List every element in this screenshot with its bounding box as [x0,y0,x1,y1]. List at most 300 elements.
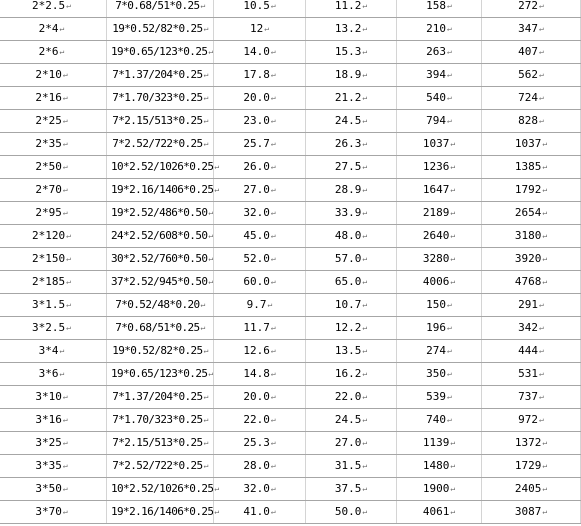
cell-text: 31.5 [334,459,362,472]
table-row [0,340,581,363]
paragraph-mark: ↵ [539,415,544,424]
outer-diameter-max-cell [306,386,397,409]
table-row [0,202,581,225]
paragraph-mark: ↵ [208,369,213,378]
paragraph-mark: ↵ [66,1,71,10]
cell-text: 9.7 [246,298,267,311]
cell-text: 19*0.65/123*0.25 [111,367,208,380]
cell-text: 45.0 [243,229,270,242]
cell-text: 3087 [514,505,542,518]
outer-diameter-max-cell [306,501,397,524]
paragraph-mark: ↵ [542,484,548,493]
paragraph-mark: ↵ [362,461,368,470]
total-weight-cell [482,87,581,110]
conductor-structure-cell [107,133,214,156]
table-row [0,110,581,133]
cell-text: 7*1.70/323*0.25 [112,91,203,104]
outer-diameter-min-cell [214,501,306,524]
weight-cell [397,478,482,501]
cell-text: 3*35 [35,459,62,472]
cell-text: 444 [518,344,539,357]
cell-text: 1037 [514,137,542,150]
paragraph-mark: ↵ [208,47,213,56]
outer-diameter-max-cell [306,202,397,225]
weight-cell [397,0,482,18]
cell-text: 3*50 [35,482,62,495]
cell-text: 3*10 [35,390,62,403]
paragraph-mark: ↵ [542,507,548,516]
paragraph-mark: ↵ [362,185,368,194]
paragraph-mark: ↵ [270,415,276,424]
cell-text: 11.2 [334,0,362,12]
paragraph-mark: ↵ [62,484,68,493]
paragraph-mark: ↵ [450,208,456,217]
total-weight-cell [482,110,581,133]
paragraph-mark: ↵ [539,116,544,125]
table-row [0,294,581,317]
paragraph-mark: ↵ [203,461,208,470]
table-row [0,271,581,294]
cell-text: 7*2.15/513*0.25 [112,436,203,449]
paragraph-mark: ↵ [447,415,452,424]
paragraph-mark: ↵ [539,369,544,378]
outer-diameter-min-cell [214,409,306,432]
table-row [0,409,581,432]
cell-text: 2*2.5 [32,0,66,12]
cell-text: 539 [426,390,447,403]
paragraph-mark: ↵ [447,1,452,10]
weight-cell [397,225,482,248]
conductor-structure-cell [107,179,219,202]
paragraph-mark: ↵ [362,369,368,378]
conductor-structure-cell [107,386,214,409]
outer-diameter-max-cell [306,87,397,110]
paragraph-mark: ↵ [539,346,544,355]
cell-text: 33.9 [334,206,362,219]
outer-diameter-max-cell [306,317,397,340]
cell-text: 1900 [422,482,450,495]
total-weight-cell [482,340,581,363]
cell-text: 19*0.52/82*0.25 [112,344,203,357]
weight-cell [397,41,482,64]
cell-text: 32.0 [243,482,270,495]
cell-text: 20.0 [243,91,270,104]
cell-text: 3*1.5 [32,298,66,311]
paragraph-mark: ↵ [539,93,544,102]
weight-cell [397,294,482,317]
table-row [0,478,581,501]
paragraph-mark: ↵ [270,231,276,240]
conductor-structure-cell [107,501,219,524]
cross-section-cell [0,41,107,64]
cell-text: 26.0 [243,160,270,173]
outer-diameter-max-cell [306,64,397,87]
paragraph-mark: ↵ [542,231,548,240]
table-row [0,18,581,41]
outer-diameter-min-cell [214,225,306,248]
cell-text: 2*185 [32,275,66,288]
outer-diameter-max-cell [306,409,397,432]
cell-text: 60.0 [243,275,270,288]
cell-text: 2640 [422,229,450,242]
cell-text: 2*4 [38,22,59,35]
total-weight-cell [482,64,581,87]
paragraph-mark: ↵ [539,24,544,33]
outer-diameter-max-cell [306,133,397,156]
paragraph-mark: ↵ [362,162,368,171]
cell-text: 19*2.52/486*0.50 [111,206,208,219]
cell-text: 4006 [422,275,450,288]
cell-text: 2189 [422,206,450,219]
paragraph-mark: ↵ [270,461,276,470]
outer-diameter-max-cell [306,225,397,248]
outer-diameter-max-cell [306,432,397,455]
cell-text: 2*150 [32,252,66,265]
cell-text: 19*2.16/1406*0.25 [111,183,214,196]
cross-section-cell [0,18,107,41]
paragraph-mark: ↵ [62,70,68,79]
paragraph-mark: ↵ [539,47,544,56]
table-row [0,179,581,202]
outer-diameter-min-cell [214,133,306,156]
paragraph-mark: ↵ [270,277,276,286]
paragraph-mark: ↵ [539,70,544,79]
outer-diameter-max-cell [306,294,397,317]
paragraph-mark: ↵ [362,346,368,355]
paragraph-mark: ↵ [270,70,276,79]
paragraph-mark: ↵ [59,24,65,33]
paragraph-mark: ↵ [450,484,456,493]
paragraph-mark: ↵ [203,438,208,447]
paragraph-mark: ↵ [362,438,368,447]
weight-cell [397,110,482,133]
paragraph-mark: ↵ [447,392,452,401]
weight-cell [397,271,482,294]
paragraph-mark: ↵ [362,208,368,217]
outer-diameter-min-cell [214,340,306,363]
cell-text: 2*120 [32,229,66,242]
outer-diameter-min-cell [214,64,306,87]
outer-diameter-min-cell [214,432,306,455]
cell-text: 3*4 [38,344,59,357]
conductor-structure-cell [107,363,214,386]
outer-diameter-max-cell [306,0,397,18]
cell-text: 1792 [514,183,542,196]
outer-diameter-min-cell [214,294,306,317]
paragraph-mark: ↵ [447,369,452,378]
cell-text: 2*6 [38,45,59,58]
paragraph-mark: ↵ [362,507,368,516]
outer-diameter-min-cell [214,455,306,478]
cell-text: 196 [426,321,447,334]
paragraph-mark: ↵ [264,24,270,33]
paragraph-mark: ↵ [447,93,452,102]
total-weight-cell [482,294,581,317]
cell-text: 3*25 [35,436,62,449]
paragraph-mark: ↵ [539,392,544,401]
cell-text: 737 [518,390,539,403]
cell-text: 22.0 [243,413,270,426]
weight-cell [397,340,482,363]
cell-text: 50.0 [334,505,362,518]
cell-text: 27.5 [334,160,362,173]
total-weight-cell [482,363,581,386]
paragraph-mark: ↵ [66,231,71,240]
paragraph-mark: ↵ [62,461,68,470]
table-row [0,432,581,455]
paragraph-mark: ↵ [270,116,276,125]
paragraph-mark: ↵ [200,300,205,309]
weight-cell [397,179,482,202]
paragraph-mark: ↵ [270,346,276,355]
cell-text: 3*2.5 [32,321,66,334]
paragraph-mark: ↵ [362,139,368,148]
cell-text: 10.7 [334,298,362,311]
cell-text: 30*2.52/760*0.50 [111,252,208,265]
cell-text: 2*25 [35,114,62,127]
cross-section-cell [0,156,107,179]
paragraph-mark: ↵ [270,254,276,263]
paragraph-mark: ↵ [208,277,213,286]
cross-section-cell [0,248,107,271]
cell-text: 1385 [514,160,542,173]
cell-text: 2*50 [35,160,62,173]
conductor-structure-cell [107,18,214,41]
paragraph-mark: ↵ [203,415,208,424]
conductor-structure-cell [107,225,214,248]
cross-section-cell [0,363,107,386]
paragraph-mark: ↵ [362,70,368,79]
cell-text: 4061 [422,505,450,518]
cross-section-cell [0,271,107,294]
cell-text: 562 [518,68,539,81]
cell-text: 291 [518,298,539,311]
cross-section-cell [0,432,107,455]
paragraph-mark: ↵ [214,162,219,171]
cell-text: 407 [518,45,539,58]
paragraph-mark: ↵ [66,254,71,263]
weight-cell [397,18,482,41]
conductor-structure-cell [107,271,214,294]
paragraph-mark: ↵ [200,1,205,10]
table-row [0,386,581,409]
cross-section-cell [0,110,107,133]
paragraph-mark: ↵ [203,93,208,102]
paragraph-mark: ↵ [270,392,276,401]
weight-cell [397,432,482,455]
table-row [0,64,581,87]
cell-text: 12.2 [334,321,362,334]
total-weight-cell [482,501,581,524]
outer-diameter-max-cell [306,41,397,64]
conductor-structure-cell [107,202,214,225]
paragraph-mark: ↵ [362,231,368,240]
outer-diameter-max-cell [306,110,397,133]
paragraph-mark: ↵ [542,208,548,217]
paragraph-mark: ↵ [59,369,65,378]
cell-text: 14.8 [243,367,270,380]
paragraph-mark: ↵ [203,24,208,33]
weight-cell [397,202,482,225]
cross-section-cell [0,455,107,478]
cell-text: 394 [426,68,447,81]
outer-diameter-max-cell [306,478,397,501]
cell-text: 3*6 [38,367,59,380]
paragraph-mark: ↵ [66,300,71,309]
weight-cell [397,386,482,409]
paragraph-mark: ↵ [542,461,548,470]
paragraph-mark: ↵ [362,484,368,493]
cross-section-cell [0,133,107,156]
paragraph-mark: ↵ [542,185,548,194]
total-weight-cell [482,202,581,225]
outer-diameter-min-cell [214,386,306,409]
cell-text: 7*0.68/51*0.25 [115,321,200,334]
paragraph-mark: ↵ [62,185,68,194]
paragraph-mark: ↵ [270,369,276,378]
paragraph-mark: ↵ [362,1,368,10]
cell-text: 2*10 [35,68,62,81]
paragraph-mark: ↵ [362,300,368,309]
paragraph-mark: ↵ [447,323,452,332]
cell-text: 7*1.37/204*0.25 [112,390,203,403]
cell-text: 24*2.52/608*0.50 [111,229,208,242]
cell-text: 2*95 [35,206,62,219]
paragraph-mark: ↵ [362,323,368,332]
cell-text: 37*2.52/945*0.50 [111,275,208,288]
conductor-structure-cell [107,248,214,271]
paragraph-mark: ↵ [62,415,68,424]
total-weight-cell [482,0,581,18]
total-weight-cell [482,455,581,478]
total-weight-cell [482,386,581,409]
total-weight-cell [482,248,581,271]
conductor-structure-cell [107,340,214,363]
cell-text: 2*16 [35,91,62,104]
paragraph-mark: ↵ [450,461,456,470]
paragraph-mark: ↵ [447,116,452,125]
paragraph-mark: ↵ [542,254,548,263]
table-row [0,317,581,340]
cell-text: 531 [518,367,539,380]
paragraph-mark: ↵ [362,254,368,263]
cell-text: 14.0 [243,45,270,58]
paragraph-mark: ↵ [62,438,68,447]
cell-text: 25.7 [243,137,270,150]
cross-section-cell [0,340,107,363]
outer-diameter-min-cell [214,0,306,18]
weight-cell [397,363,482,386]
cell-text: 28.9 [334,183,362,196]
cell-text: 350 [426,367,447,380]
table-row [0,41,581,64]
paragraph-mark: ↵ [208,254,213,263]
cell-text: 26.3 [334,137,362,150]
paragraph-mark: ↵ [539,323,544,332]
paragraph-mark: ↵ [447,47,452,56]
cell-text: 10*2.52/1026*0.25 [111,482,214,495]
outer-diameter-min-cell [214,87,306,110]
paragraph-mark: ↵ [450,231,456,240]
outer-diameter-max-cell [306,340,397,363]
paragraph-mark: ↵ [267,300,273,309]
cross-section-cell [0,386,107,409]
cell-text: 2*70 [35,183,62,196]
paragraph-mark: ↵ [66,323,71,332]
cell-text: 17.8 [243,68,270,81]
paragraph-mark: ↵ [450,277,456,286]
outer-diameter-min-cell [214,248,306,271]
paragraph-mark: ↵ [270,484,276,493]
cell-text: 7*0.68/51*0.25 [115,0,200,12]
cell-text: 158 [426,0,447,12]
paragraph-mark: ↵ [62,507,68,516]
paragraph-mark: ↵ [450,507,456,516]
cell-text: 1037 [422,137,450,150]
paragraph-mark: ↵ [447,70,452,79]
cell-text: 19*0.65/123*0.25 [111,45,208,58]
paragraph-mark: ↵ [362,415,368,424]
outer-diameter-max-cell [306,363,397,386]
paragraph-mark: ↵ [450,254,456,263]
conductor-structure-cell [107,317,214,340]
cell-text: 10.5 [243,0,270,12]
cell-text: 65.0 [334,275,362,288]
cell-text: 7*1.37/204*0.25 [112,68,203,81]
table-row [0,501,581,524]
total-weight-cell [482,432,581,455]
paragraph-mark: ↵ [542,438,548,447]
paragraph-mark: ↵ [203,139,208,148]
cell-text: 41.0 [243,505,270,518]
outer-diameter-min-cell [214,202,306,225]
cell-text: 21.2 [334,91,362,104]
cell-text: 347 [518,22,539,35]
weight-cell [397,64,482,87]
paragraph-mark: ↵ [214,185,219,194]
cell-text: 540 [426,91,447,104]
conductor-structure-cell [107,41,214,64]
cross-section-cell [0,501,107,524]
cross-section-cell [0,87,107,110]
conductor-structure-cell [107,478,219,501]
conductor-structure-cell [107,110,214,133]
paragraph-mark: ↵ [203,116,208,125]
table-row [0,0,581,18]
cell-text: 1372 [514,436,542,449]
paragraph-mark: ↵ [62,139,68,148]
cell-text: 274 [426,344,447,357]
cross-section-cell [0,294,107,317]
cell-text: 3920 [514,252,542,265]
cell-text: 2405 [514,482,542,495]
paragraph-mark: ↵ [59,47,65,56]
outer-diameter-min-cell [214,179,306,202]
cell-text: 10*2.52/1026*0.25 [111,160,214,173]
cell-text: 48.0 [334,229,362,242]
cross-section-cell [0,409,107,432]
paragraph-mark: ↵ [59,346,65,355]
weight-cell [397,156,482,179]
paragraph-mark: ↵ [539,1,544,10]
paragraph-mark: ↵ [542,277,548,286]
cell-text: 12.6 [243,344,270,357]
cell-text: 52.0 [243,252,270,265]
cell-text: 57.0 [334,252,362,265]
paragraph-mark: ↵ [62,116,68,125]
conductor-structure-cell [107,64,214,87]
cell-text: 150 [426,298,447,311]
